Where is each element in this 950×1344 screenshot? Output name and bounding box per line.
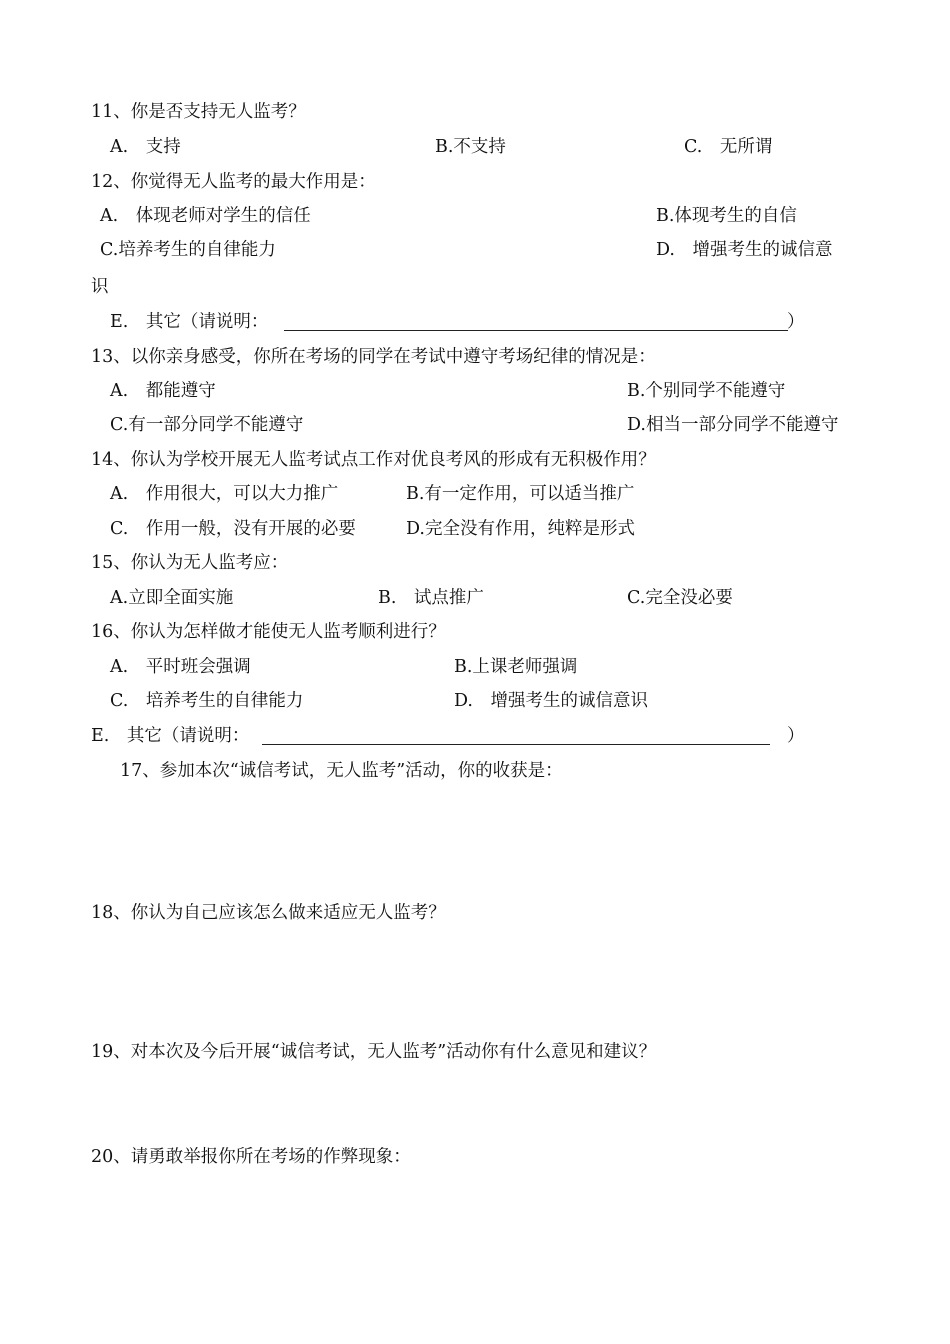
q14-option-a[interactable]: A. 作用很大，可以大力推广 [110,484,339,504]
q12-option-d[interactable]: D. 增强考生的诚信意 [656,240,833,260]
q14-option-d[interactable]: D.完全没有作用，纯粹是形式 [406,519,635,539]
q16-option-e-close: ） [787,726,805,746]
q12-option-b[interactable]: B.体现考生的自信 [656,206,797,226]
q16-option-e[interactable]: E. 其它（请说明： [91,726,250,746]
question-18: 18、你认为自己应该怎么做来适应无人监考？ [91,903,446,923]
question-13: 13、以你亲身感受，你所在考场的同学在考试中遵守考场纪律的情况是： [91,347,656,367]
q13-option-b[interactable]: B.个别同学不能遵守 [627,381,786,401]
q12-option-d-continuation: 识 [91,277,109,297]
q11-option-c[interactable]: C. 无所谓 [684,137,773,157]
q12-option-e-close: ） [787,312,805,332]
q12-option-e[interactable]: E. 其它（请说明： [110,312,269,332]
q16-other-fill-line[interactable] [262,743,770,745]
q16-option-b[interactable]: B.上课老师强调 [454,657,578,677]
q13-option-c[interactable]: C.有一部分同学不能遵守 [110,415,304,435]
q14-option-b[interactable]: B.有一定作用，可以适当推广 [406,484,635,504]
question-16: 16、你认为怎样做才能使无人监考顺利进行？ [91,622,446,642]
q15-option-b[interactable]: B. 试点推广 [378,588,484,608]
q15-option-a[interactable]: A.立即全面实施 [110,588,234,608]
question-19: 19、对本次及今后开展“诚信考试，无人监考”活动你有什么意见和建议？ [91,1042,657,1062]
q16-option-c[interactable]: C. 培养考生的自律能力 [110,691,304,711]
q13-option-a[interactable]: A. 都能遵守 [110,381,216,401]
question-14: 14、你认为学校开展无人监考试点工作对优良考风的形成有无积极作用？ [91,450,656,470]
q12-option-a[interactable]: A. 体现老师对学生的信任 [100,206,311,226]
question-17: 17、参加本次“诚信考试，无人监考”活动，你的收获是： [120,761,563,781]
question-11: 11、你是否支持无人监考？ [91,102,306,122]
q12-other-fill-line[interactable] [284,329,788,331]
q16-option-a[interactable]: A. 平时班会强调 [110,657,251,677]
q15-option-c[interactable]: C.完全没必要 [627,588,733,608]
q12-option-c[interactable]: C.培养考生的自律能力 [100,240,276,260]
q16-option-d[interactable]: D. 增强考生的诚信意识 [454,691,648,711]
q13-option-d[interactable]: D.相当一部分同学不能遵守 [627,415,839,435]
q14-option-c[interactable]: C. 作用一般，没有开展的必要 [110,519,356,539]
q11-option-a[interactable]: A. 支持 [110,137,181,157]
question-15: 15、你认为无人监考应： [91,553,289,573]
question-20: 20、请勇敢举报你所在考场的作弊现象： [91,1147,411,1167]
q11-option-b[interactable]: B.不支持 [435,137,506,157]
question-12: 12、你觉得无人监考的最大作用是： [91,172,376,192]
